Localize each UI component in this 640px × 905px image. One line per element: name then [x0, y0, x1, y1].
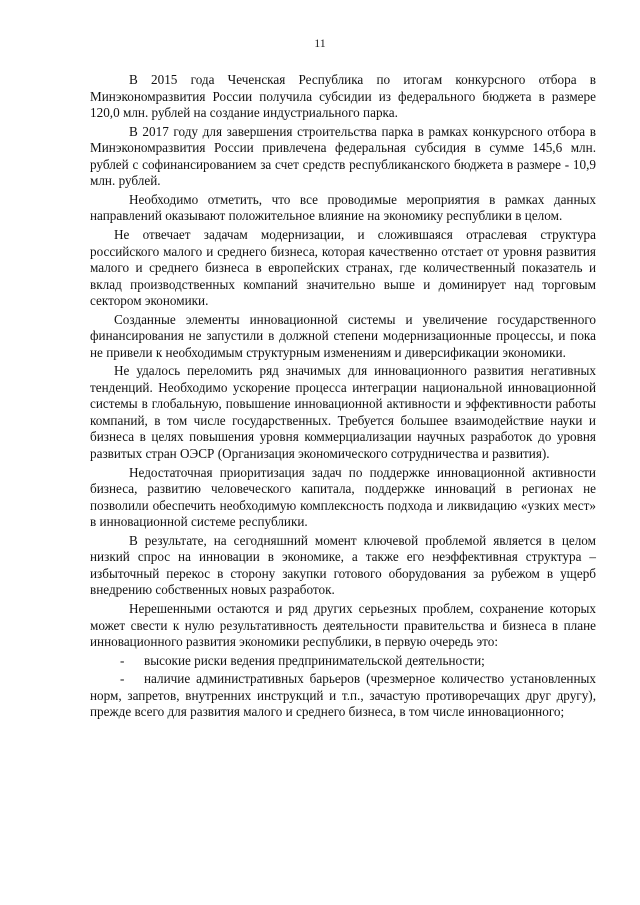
paragraph-prioritization: Недостаточная приоритизация задач по поддержке инновационной активности бизнеса, развитию человеческого капитала, поддержке инноваций в регионах не позволили обеспечить необходимую комплексность подхода и ликвидацию «узких мест» в инновационной системе республики.	[90, 464, 596, 530]
list-item-text: высокие риски ведения предпринимательской деятельности;	[144, 652, 485, 668]
paragraph-unsolved-problems: Нерешенными остаются и ряд других серьезных проблем, сохранение которых может свести к нулю результативность деятельности правительства и бизнеса в плане инновационного развития экономики республики, в первую очередь это:	[90, 601, 596, 649]
list-marker: -	[120, 652, 125, 668]
document-body	[90, 72, 596, 723]
list-item-text: наличие административных барьеров (чрезмерное количество установленных норм, запретов, внутренних инструкций и т.п., зачастую противоречащих друг другу), прежде всего для развития малого и среднего бизнеса, в том числе инновационного;	[90, 671, 596, 720]
list-item	[90, 653, 596, 670]
paragraph-sector-structure: Не отвечает задачам модернизации, и сложившаяся отраслевая структура российского малого и среднего бизнеса, которая качественно отстает от уровня развития малого и среднего бизнеса в европейских странах, где количественный показатель и вклад производственных компаний значительно выше и доминирует над торговым сектором экономики.	[90, 227, 596, 309]
page-number: 11	[314, 36, 326, 50]
paragraph-positive-impact: Необходимо отметить, что все проводимые мероприятия в рамках данных направлений оказывают положительное влияние на экономику республики в целом.	[90, 191, 596, 224]
list-item	[90, 671, 596, 721]
paragraph-innovation-demand: В результате, на сегодняшний момент ключевой проблемой является в целом низкий спрос на инновации в экономике, а также его неэффективная структура – избыточный перекос в сторону закупки готового оборудования за рубежом в ущерб внедрению собственных новых разработок.	[90, 532, 596, 598]
paragraph-negative-trends: Не удалось переломить ряд значимых для инновационного развития негативных тенденций. Необходимо ускорение процесса интеграции национальной инновационной системы в глобальную, повышение инновационной активности и эффективности работы компаний, в том числе государственных. Требуется большее взаимодействие науки и бизнеса в целях повышения уровня коммерциализации научных разработок до уровня развитых стран ОЭСР (Организация экономического сотрудничества и развития).	[90, 363, 596, 461]
paragraph-innovation-system: Созданные элементы инновационной системы и увеличение государственного финансирования не запустили в должной степени модернизационные процессы, и пока не привели к необходимым структурным изменениям и диверсификации экономики.	[90, 311, 596, 360]
paragraph-subsidy-2017: В 2017 году для завершения строительства парка в рамках конкурсного отбора в Минэкономразвития России привлечена федеральная субсидия в сумме 145,6 млн. рублей с софинансированием за счет средств республиканского бюджета в размере - 10,9 млн. рублей.	[90, 123, 596, 189]
list-marker: -	[120, 671, 125, 687]
paragraph-subsidy-2015: В 2015 года Чеченская Республика по итогам конкурсного отбора в Минэкономразвития России получила субсидии из федерального бюджета в размере 120,0 млн. рублей на создание индустриального парка.	[90, 72, 596, 120]
